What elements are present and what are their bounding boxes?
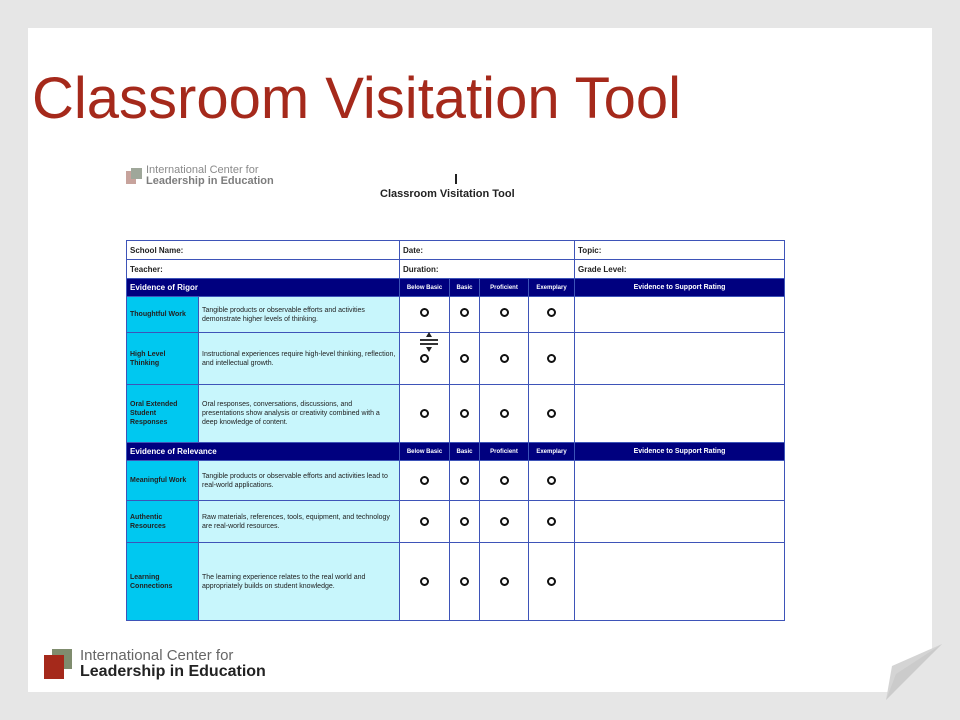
rating-radio-proficient[interactable] [500,577,509,586]
grade-level-label: Grade Level: [575,260,785,279]
rating-header: Proficient [480,279,529,297]
school-name-label: School Name: [127,241,400,260]
criterion-name: High Level Thinking [127,333,199,385]
doc-logo-line2: Leadership in Education [146,175,274,187]
page-curl-icon [886,644,942,700]
date-label: Date: [400,241,575,260]
rating-radio-basic[interactable] [460,517,469,526]
rating-radio-basic[interactable] [460,354,469,363]
criterion-row [127,501,785,543]
section-name: Evidence of Relevance [127,443,400,461]
doc-title: Classroom Visitation Tool [380,188,515,200]
rating-radio-exemplary[interactable] [547,409,556,418]
criterion-description: Raw materials, references, tools, equipment, and technology are real-world resources. [199,501,400,543]
evidence-cell[interactable] [575,501,785,543]
criterion-row [127,297,785,333]
rating-header: Basic [450,279,480,297]
rating-radio-below-basic[interactable] [420,354,429,363]
criterion-description: Oral responses, conversations, discussions, and presentations show analysis or creativity combined with a deep knowledge of content. [199,385,400,443]
info-row [127,260,785,279]
rating-radio-basic[interactable] [460,577,469,586]
rating-radio-proficient[interactable] [500,308,509,317]
criterion-row [127,333,785,385]
rating-radio-basic[interactable] [460,409,469,418]
criterion-description: The learning experience relates to the real world and appropriately builds on student knowledge. [199,543,400,621]
criterion-name: Thoughtful Work [127,297,199,333]
criterion-description: Tangible products or observable efforts and activities lead to real-world applications. [199,461,400,501]
rating-radio-below-basic[interactable] [420,308,429,317]
criterion-description: Tangible products or observable efforts and activities demonstrate higher levels of thinking. [199,297,400,333]
rating-header: Exemplary [529,443,575,461]
section-header-rigor [127,279,785,297]
teacher-label: Teacher: [127,260,400,279]
evidence-cell[interactable] [575,297,785,333]
evidence-header: Evidence to Support Rating [575,279,785,297]
document-image [96,162,796,622]
rating-header: Below Basic [400,279,450,297]
doc-logo-line1: International Center for [146,164,259,176]
rating-radio-exemplary[interactable] [547,476,556,485]
rating-radio-proficient[interactable] [500,476,509,485]
slide-title: Classroom Visitation Tool [32,66,682,131]
rating-header: Exemplary [529,279,575,297]
doc-logo [126,165,274,187]
rating-radio-proficient[interactable] [500,409,509,418]
criterion-row [127,461,785,501]
criterion-row [127,385,785,443]
rating-radio-below-basic[interactable] [420,476,429,485]
rating-radio-basic[interactable] [460,476,469,485]
criterion-name: Meaningful Work [127,461,199,501]
footer-logo [44,648,266,680]
footer-logo-icon [44,649,72,679]
rating-header: Basic [450,443,480,461]
topic-label: Topic: [575,241,785,260]
text-cursor-icon [455,174,457,184]
rating-radio-below-basic[interactable] [420,577,429,586]
evidence-cell[interactable] [575,333,785,385]
resize-handle-icon [420,332,440,352]
footer-logo-line1: International Center for [80,647,234,664]
rating-radio-basic[interactable] [460,308,469,317]
visitation-table [126,240,785,621]
criterion-name: Oral Extended Student Responses [127,385,199,443]
rating-radio-below-basic[interactable] [420,517,429,526]
rating-radio-exemplary[interactable] [547,354,556,363]
criterion-row [127,543,785,621]
criterion-name: Authentic Resources [127,501,199,543]
criterion-name: Learning Connections [127,543,199,621]
duration-label: Duration: [400,260,575,279]
evidence-cell[interactable] [575,385,785,443]
criterion-description: Instructional experiences require high-level thinking, reflection, and intellectual growth. [199,333,400,385]
section-name: Evidence of Rigor [127,279,400,297]
rating-radio-exemplary[interactable] [547,577,556,586]
rating-radio-below-basic[interactable] [420,409,429,418]
rating-radio-exemplary[interactable] [547,308,556,317]
rating-radio-proficient[interactable] [500,517,509,526]
evidence-cell[interactable] [575,461,785,501]
doc-logo-icon [126,168,142,184]
info-row [127,241,785,260]
evidence-cell[interactable] [575,543,785,621]
evidence-header: Evidence to Support Rating [575,443,785,461]
rating-radio-exemplary[interactable] [547,517,556,526]
rating-radio-proficient[interactable] [500,354,509,363]
rating-header: Below Basic [400,443,450,461]
section-header-relevance [127,443,785,461]
footer-logo-line2: Leadership in Education [80,663,266,680]
rating-header: Proficient [480,443,529,461]
